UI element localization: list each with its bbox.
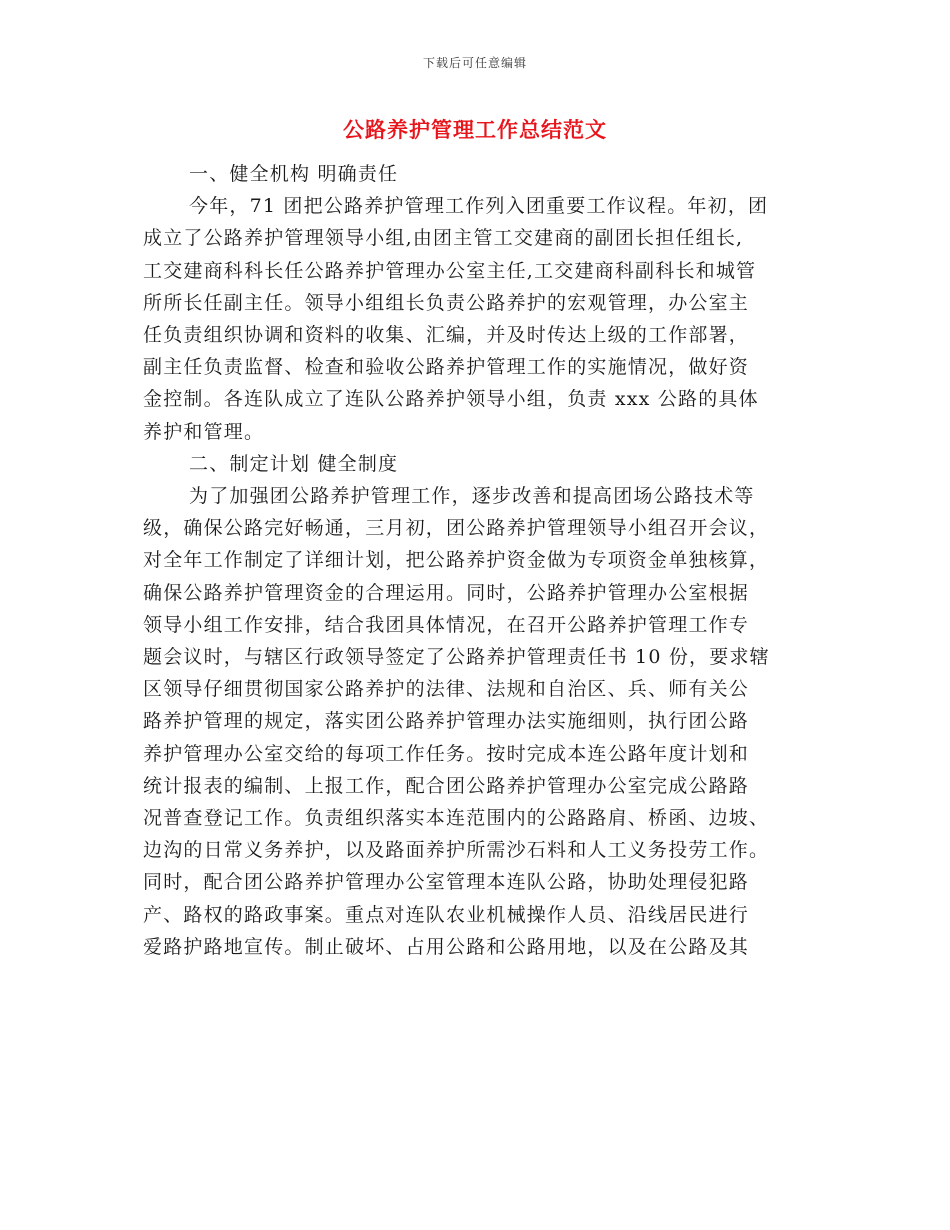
section-heading-1: 一、健全机构 明确责任 — [189, 163, 399, 185]
paragraph-line: 工交建商科科长任公路养护管理办公室主任,工交建商科副科长和城管 — [143, 259, 757, 282]
paragraph-line: 副主任负责监督、检查和验收公路养护管理工作的实施情况，做好资 — [143, 356, 750, 379]
paragraph-line: 边沟的日常义务养护，以及路面养护所需沙石料和人工义务投劳工作。 — [143, 839, 770, 862]
paragraph-line: 产、路权的路政事案。重点对连队农业机械操作人员、沿线居民进行 — [143, 903, 750, 926]
paragraph-line: 爱路护路地宣传。制止破坏、占用公路和公路用地，以及在公路及其 — [143, 935, 750, 958]
document-body — [143, 158, 805, 963]
paragraph-line: 统计报表的编制、上报工作，配合团公路养护管理办公室完成公路路 — [143, 774, 750, 797]
paragraph-line: 区领导仔细贯彻国家公路养护的法律、法规和自治区、兵、师有关公 — [143, 678, 750, 701]
paragraph-line: 级，确保公路完好畅通，三月初，团公路养护管理领导小组召开会议， — [143, 517, 770, 540]
paragraph-line: 况普查登记工作。负责组织落实本连范围内的公路路肩、桥函、边坡、 — [143, 807, 770, 830]
paragraph-line: 成立了公路养护管理领导小组,由团主管工交建商的副团长担任组长, — [143, 227, 744, 250]
paragraph-line: 今年，71 团把公路养护管理工作列入团重要工作议程。年初，团 — [189, 195, 769, 218]
paragraph-line: 题会议时，与辖区行政领导签定了公路养护管理责任书 10 份，要求辖 — [143, 646, 770, 669]
paragraph-line: 确保公路养护管理资金的合理运用。同时，公路养护管理办公室根据 — [143, 581, 750, 604]
paragraph-line: 所所长任副主任。领导小组组长负责公路养护的宏观管理，办公室主 — [143, 291, 750, 314]
document-title: 公路养护管理工作总结范文 — [343, 117, 607, 142]
paragraph-line: 路养护管理的规定，落实团公路养护管理办法实施细则，执行团公路 — [143, 710, 750, 733]
header-note: 下载后可任意编辑 — [422, 56, 527, 70]
section-heading-2: 二、制定计划 健全制度 — [189, 452, 399, 475]
paragraph-line: 对全年工作制定了详细计划，把公路养护资金做为专项资金单独核算， — [143, 549, 770, 572]
paragraph-line: 领导小组工作安排，结合我团具体情况，在召开公路养护管理工作专 — [143, 613, 750, 636]
paragraph-line: 金控制。各连队成立了连队公路养护领导小组，负责 xxx 公路的具体 — [143, 388, 759, 411]
paragraph-line: 同时，配合团公路养护管理办公室管理本连队公路，协助处理侵犯路 — [143, 871, 750, 894]
paragraph-line: 任负责组织协调和资料的收集、汇编，并及时传达上级的工作部署， — [143, 324, 750, 347]
paragraph-line: 为了加强团公路养护管理工作，逐步改善和提高团场公路技术等 — [189, 485, 755, 508]
paragraph-line: 养护管理办公室交给的每项工作任务。按时完成本连公路年度计划和 — [143, 742, 750, 765]
paragraph-line: 养护和管理。 — [143, 420, 265, 443]
